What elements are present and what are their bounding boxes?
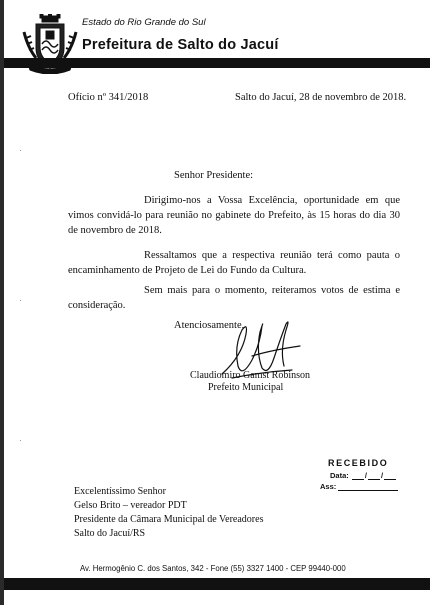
scan-speck (20, 150, 21, 151)
paragraph-regards: Sem mais para o momento, reiteramos votos de estima e consideração. (68, 285, 400, 311)
date-blank-year (384, 471, 396, 480)
date-blank-month (368, 471, 380, 480)
received-stamp-title: RECEBIDO (328, 458, 389, 468)
received-stamp-signature (320, 482, 398, 491)
state-name: Estado do Rio Grande do Sul (82, 17, 206, 28)
footer-bar (4, 578, 430, 590)
letter-reference: Ofício nº 341/2018 (68, 92, 149, 103)
scan-speck (20, 440, 21, 441)
greeting: Senhor Presidente: (174, 170, 254, 181)
recipient-name: Gelso Brito – vereador PDT (74, 500, 187, 511)
signer-title: Prefeito Municipal (208, 382, 284, 393)
recipient-position: Presidente da Câmara Municipal de Vereadores (74, 514, 264, 525)
received-date-label: Data: (330, 471, 349, 480)
received-signature-label: Ass: (320, 482, 337, 491)
received-stamp-date: Data: / / (330, 471, 397, 480)
header-bar (4, 58, 430, 68)
signer-name: Claudiomiro Gamst Robinson (190, 370, 310, 381)
recipient-location: Salto do Jacuí/RS (74, 528, 146, 539)
paragraph-invitation: Dirigimo-nos a Vossa Excelência, oportunidade em que vimos convidá-lo para reunião no gabinete do Prefeito, às 15 horas do dia 30 de novembro de 2018. (68, 195, 400, 236)
recipient-salutation: Excelentíssimo Senhor (74, 486, 166, 497)
scan-speck (20, 300, 21, 301)
paragraph-agenda: Ressaltamos que a respectiva reunião terá como pauta o encaminhamento de Projeto de Lei do Fundo da Cultura. (68, 250, 400, 276)
signature-blank (338, 482, 398, 491)
place-date: Salto do Jacuí, 28 de novembro de 2018. (235, 92, 407, 103)
scan-edge (0, 0, 4, 605)
footer-address: Av. Hermogênio C. dos Santos, 342 - Fone (55) 3327 1400 - CEP 99440-000 (80, 564, 346, 573)
prefecture-name: Prefeitura de Salto do Jacuí (82, 37, 279, 53)
closing: Atenciosamente, (174, 320, 245, 331)
date-blank-day (352, 471, 364, 480)
